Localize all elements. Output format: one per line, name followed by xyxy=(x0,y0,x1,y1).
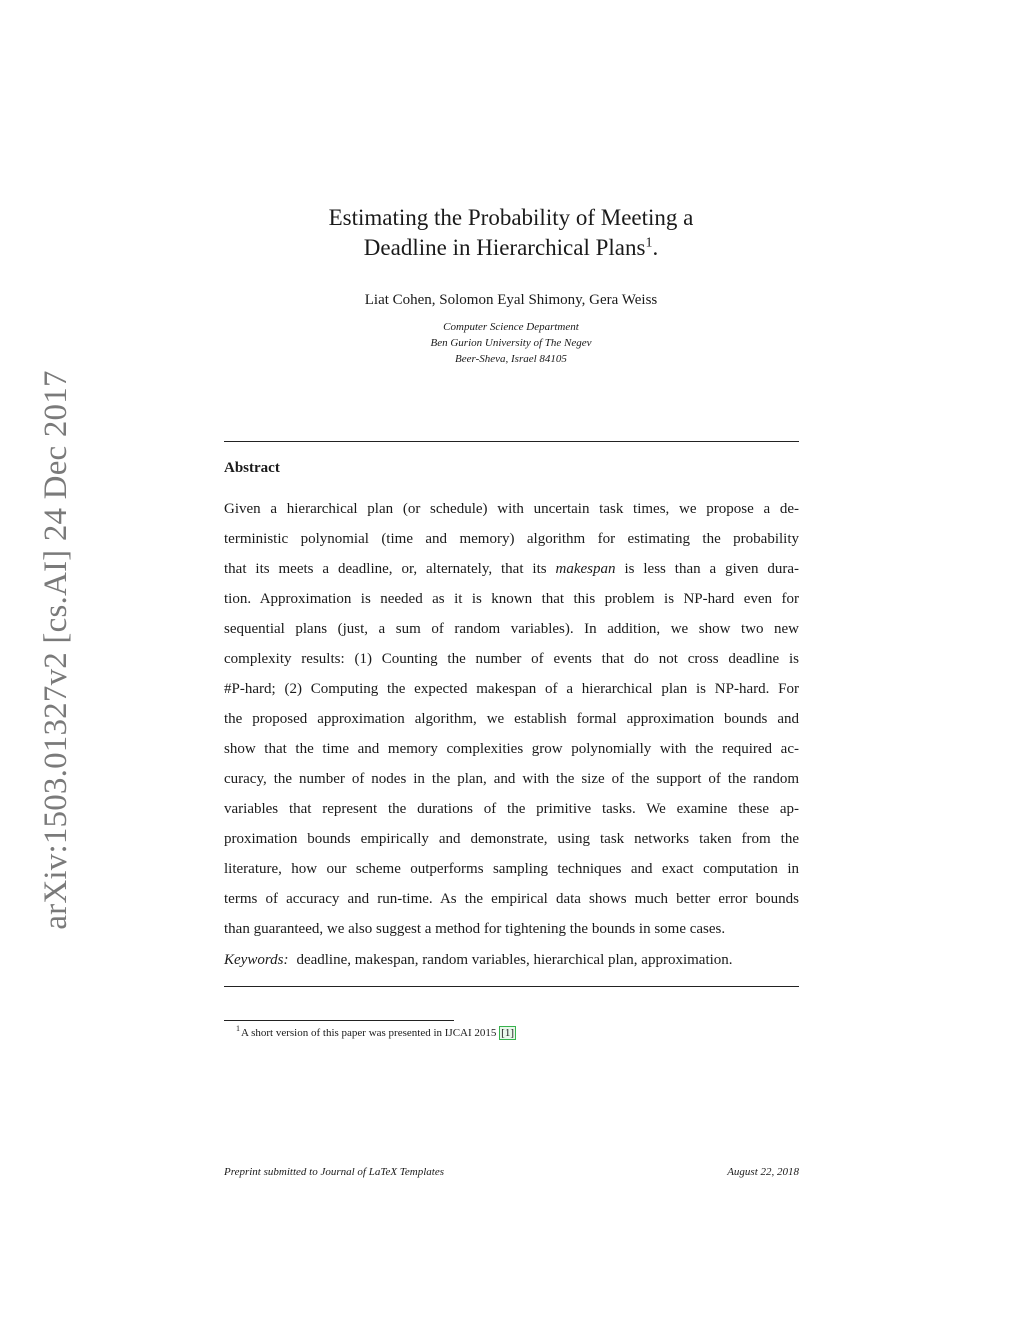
abstract-line: proximation bounds empirically and demonstrate, using task networks taken from the xyxy=(224,831,799,847)
preprint-footer: Preprint submitted to Journal of LaTeX Templates xyxy=(224,1166,445,1178)
abstract-line-3-after: is less than a given dura- xyxy=(615,561,800,577)
abstract-line: terms of accuracy and run-time. As the empirical data shows much better error bounds xyxy=(224,891,799,907)
abstract-line: complexity results: (1) Counting the number of events that do not cross deadline is xyxy=(224,651,799,667)
abstract-top-rule xyxy=(224,441,799,442)
title-trailing-period: . xyxy=(652,235,659,260)
abstract-line: terministic polynomial (time and memory) algorithm for estimating the probability xyxy=(224,531,799,547)
abstract-bottom-rule xyxy=(224,986,799,987)
abstract-line: literature, how our scheme outperforms sampling techniques and exact computation in xyxy=(224,861,799,877)
title-line-1: Estimating the Probability of Meeting a xyxy=(328,205,694,230)
footnote xyxy=(236,1024,516,1042)
makespan-emphasis: makespan xyxy=(555,561,616,577)
affiliation-university: Ben Gurion University of The Negev xyxy=(430,337,592,349)
citation-link[interactable]: [1] xyxy=(501,1027,514,1039)
abstract-body xyxy=(224,494,799,944)
title-footnote-mark[interactable]: 1 xyxy=(645,235,653,251)
affiliation xyxy=(224,319,798,367)
abstract-line-last: than guaranteed, we also suggest a method for tightening the bounds in some cases. xyxy=(224,921,726,937)
abstract-line: Given a hierarchical plan (or schedule) with uncertain task times, we propose a de- xyxy=(224,501,799,517)
abstract-line: #P-hard; (2) Computing the expected makespan of a hierarchical plan is NP-hard. For xyxy=(224,681,799,697)
keywords xyxy=(224,949,799,971)
paper-title xyxy=(224,203,798,263)
title-line-2 xyxy=(224,233,798,263)
abstract-line xyxy=(224,554,799,584)
footnote-text: A short version of this paper was presented in IJCAI 2015 xyxy=(241,1027,500,1039)
keywords-label: Keywords: xyxy=(224,952,289,968)
arxiv-identifier-stamp: arXiv:1503.01327v2 [cs.AI] 24 Dec 2017 xyxy=(38,370,74,930)
abstract-line: show that the time and memory complexities grow polynomially with the required ac- xyxy=(224,741,799,757)
affiliation-address: Beer-Sheva, Israel 84105 xyxy=(455,353,567,365)
footnote-rule xyxy=(224,1020,454,1021)
abstract-line: variables that represent the durations of the primitive tasks. We examine these ap- xyxy=(224,801,799,817)
abstract-line-3-before: that its meets a deadline, or, alternately, that its xyxy=(224,561,556,577)
affiliation-department: Computer Science Department xyxy=(443,321,579,333)
title-line-2-text: Deadline in Hierarchical Plans xyxy=(363,235,646,260)
date-footer: August 22, 2018 xyxy=(727,1166,799,1178)
author-list: Liat Cohen, Solomon Eyal Shimony, Gera Weiss xyxy=(364,292,658,308)
abstract-line: tion. Approximation is needed as it is known that this problem is NP-hard even for xyxy=(224,591,799,607)
abstract-line: the proposed approximation algorithm, we establish formal approximation bounds and xyxy=(224,711,799,727)
abstract-line: sequential plans (just, a sum of random variables). In addition, we show two new xyxy=(224,621,799,637)
keywords-text: deadline, makespan, random variables, hierarchical plan, approximation. xyxy=(296,952,733,968)
footnote-mark: 1 xyxy=(236,1024,240,1034)
abstract-line: curacy, the number of nodes in the plan, and with the size of the support of the random xyxy=(224,771,799,787)
abstract-heading: Abstract xyxy=(224,460,280,476)
